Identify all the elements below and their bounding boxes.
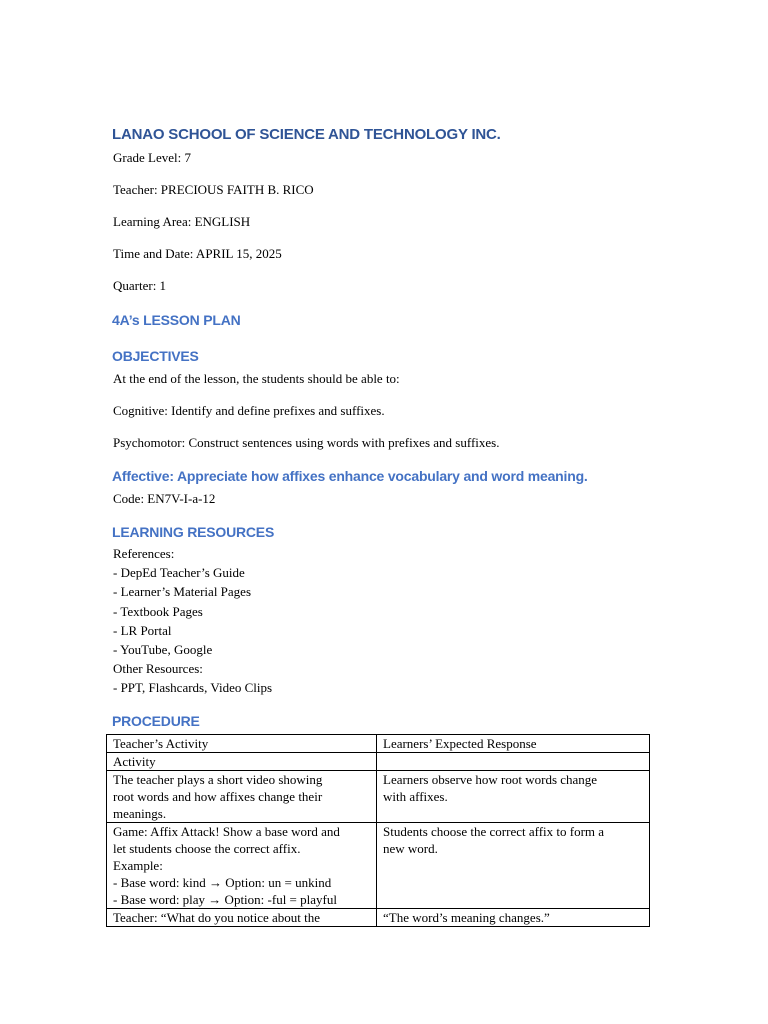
cell-line: Activity <box>113 754 156 769</box>
table-row <box>107 771 650 823</box>
plan-title: 4A’s LESSON PLAN <box>112 312 241 328</box>
list-item: - DepEd Teacher’s Guide <box>113 565 245 581</box>
table-row <box>107 753 650 771</box>
list-item: - LR Portal <box>113 622 172 638</box>
objective-affective: Affective: Appreciate how affixes enhance vocabulary and word meaning. <box>112 468 588 484</box>
learner-cell <box>377 771 650 823</box>
cell-line: new word. <box>383 841 438 856</box>
teacher-cell <box>107 823 377 909</box>
objective-psychomotor: Psychomotor: Construct sentences using words with prefixes and suffixes. <box>113 435 500 450</box>
list-item: - Learner’s Material Pages <box>113 584 252 600</box>
learner-cell <box>377 823 650 909</box>
cell-line: meanings. <box>113 806 167 821</box>
teacher-name: Teacher: PRECIOUS FAITH B. RICO <box>113 182 314 197</box>
table-header-row <box>107 735 650 753</box>
cell-line: - Base word: kind → Option: un = unkind <box>113 875 332 890</box>
learner-cell <box>377 909 650 927</box>
list-item: - Textbook Pages <box>113 603 203 619</box>
objectives-heading: OBJECTIVES <box>112 348 199 364</box>
cell-line: The teacher plays a short video showing <box>113 772 323 787</box>
objectives-intro: At the end of the lesson, the students should be able to: <box>113 371 400 386</box>
teacher-cell <box>107 771 377 823</box>
resources-heading: LEARNING RESOURCES <box>112 524 275 540</box>
objective-cognitive: Cognitive: Identify and define prefixes and suffixes. <box>113 403 385 418</box>
resources-list <box>113 544 272 698</box>
cell-line: Game: Affix Attack! Show a base word and <box>113 824 340 839</box>
cell-line: - Base word: play → Option: -ful = playful <box>113 892 337 907</box>
quarter: Quarter: 1 <box>113 278 167 293</box>
cell-line: let students choose the correct affix. <box>113 841 301 856</box>
cell-line: with affixes. <box>383 789 448 804</box>
teacher-cell <box>107 753 377 771</box>
learner-cell <box>377 753 650 771</box>
cell-line: Learners observe how root words change <box>383 772 598 787</box>
list-item: Other Resources: <box>113 661 203 677</box>
cell-line: Students choose the correct affix to form a <box>383 824 605 839</box>
school-name: LANAO SCHOOL OF SCIENCE AND TECHNOLOGY INC. <box>112 126 501 143</box>
grade-level: Grade Level: 7 <box>113 150 191 165</box>
table-row <box>107 909 650 927</box>
cell-line: “The word’s meaning changes.” <box>383 910 550 925</box>
column-header-teacher: Teacher’s Activity <box>107 735 377 753</box>
objective-code: Code: EN7V-I-a-12 <box>113 491 216 506</box>
list-item: - PPT, Flashcards, Video Clips <box>113 680 273 696</box>
table-row <box>107 823 650 909</box>
procedure-heading: PROCEDURE <box>112 713 200 729</box>
learning-area: Learning Area: ENGLISH <box>113 214 251 229</box>
cell-line: Example: <box>113 858 163 873</box>
cell-line: root words and how affixes change their <box>113 789 323 804</box>
column-header-learner: Learners’ Expected Response <box>377 735 650 753</box>
teacher-cell <box>107 909 377 927</box>
time-date: Time and Date: APRIL 15, 2025 <box>113 246 282 261</box>
cell-line: Teacher: “What do you notice about the <box>113 910 321 925</box>
list-item: - YouTube, Google <box>113 641 213 657</box>
cell-line <box>383 753 643 770</box>
list-item: References: <box>113 546 175 561</box>
procedure-table <box>106 734 650 927</box>
